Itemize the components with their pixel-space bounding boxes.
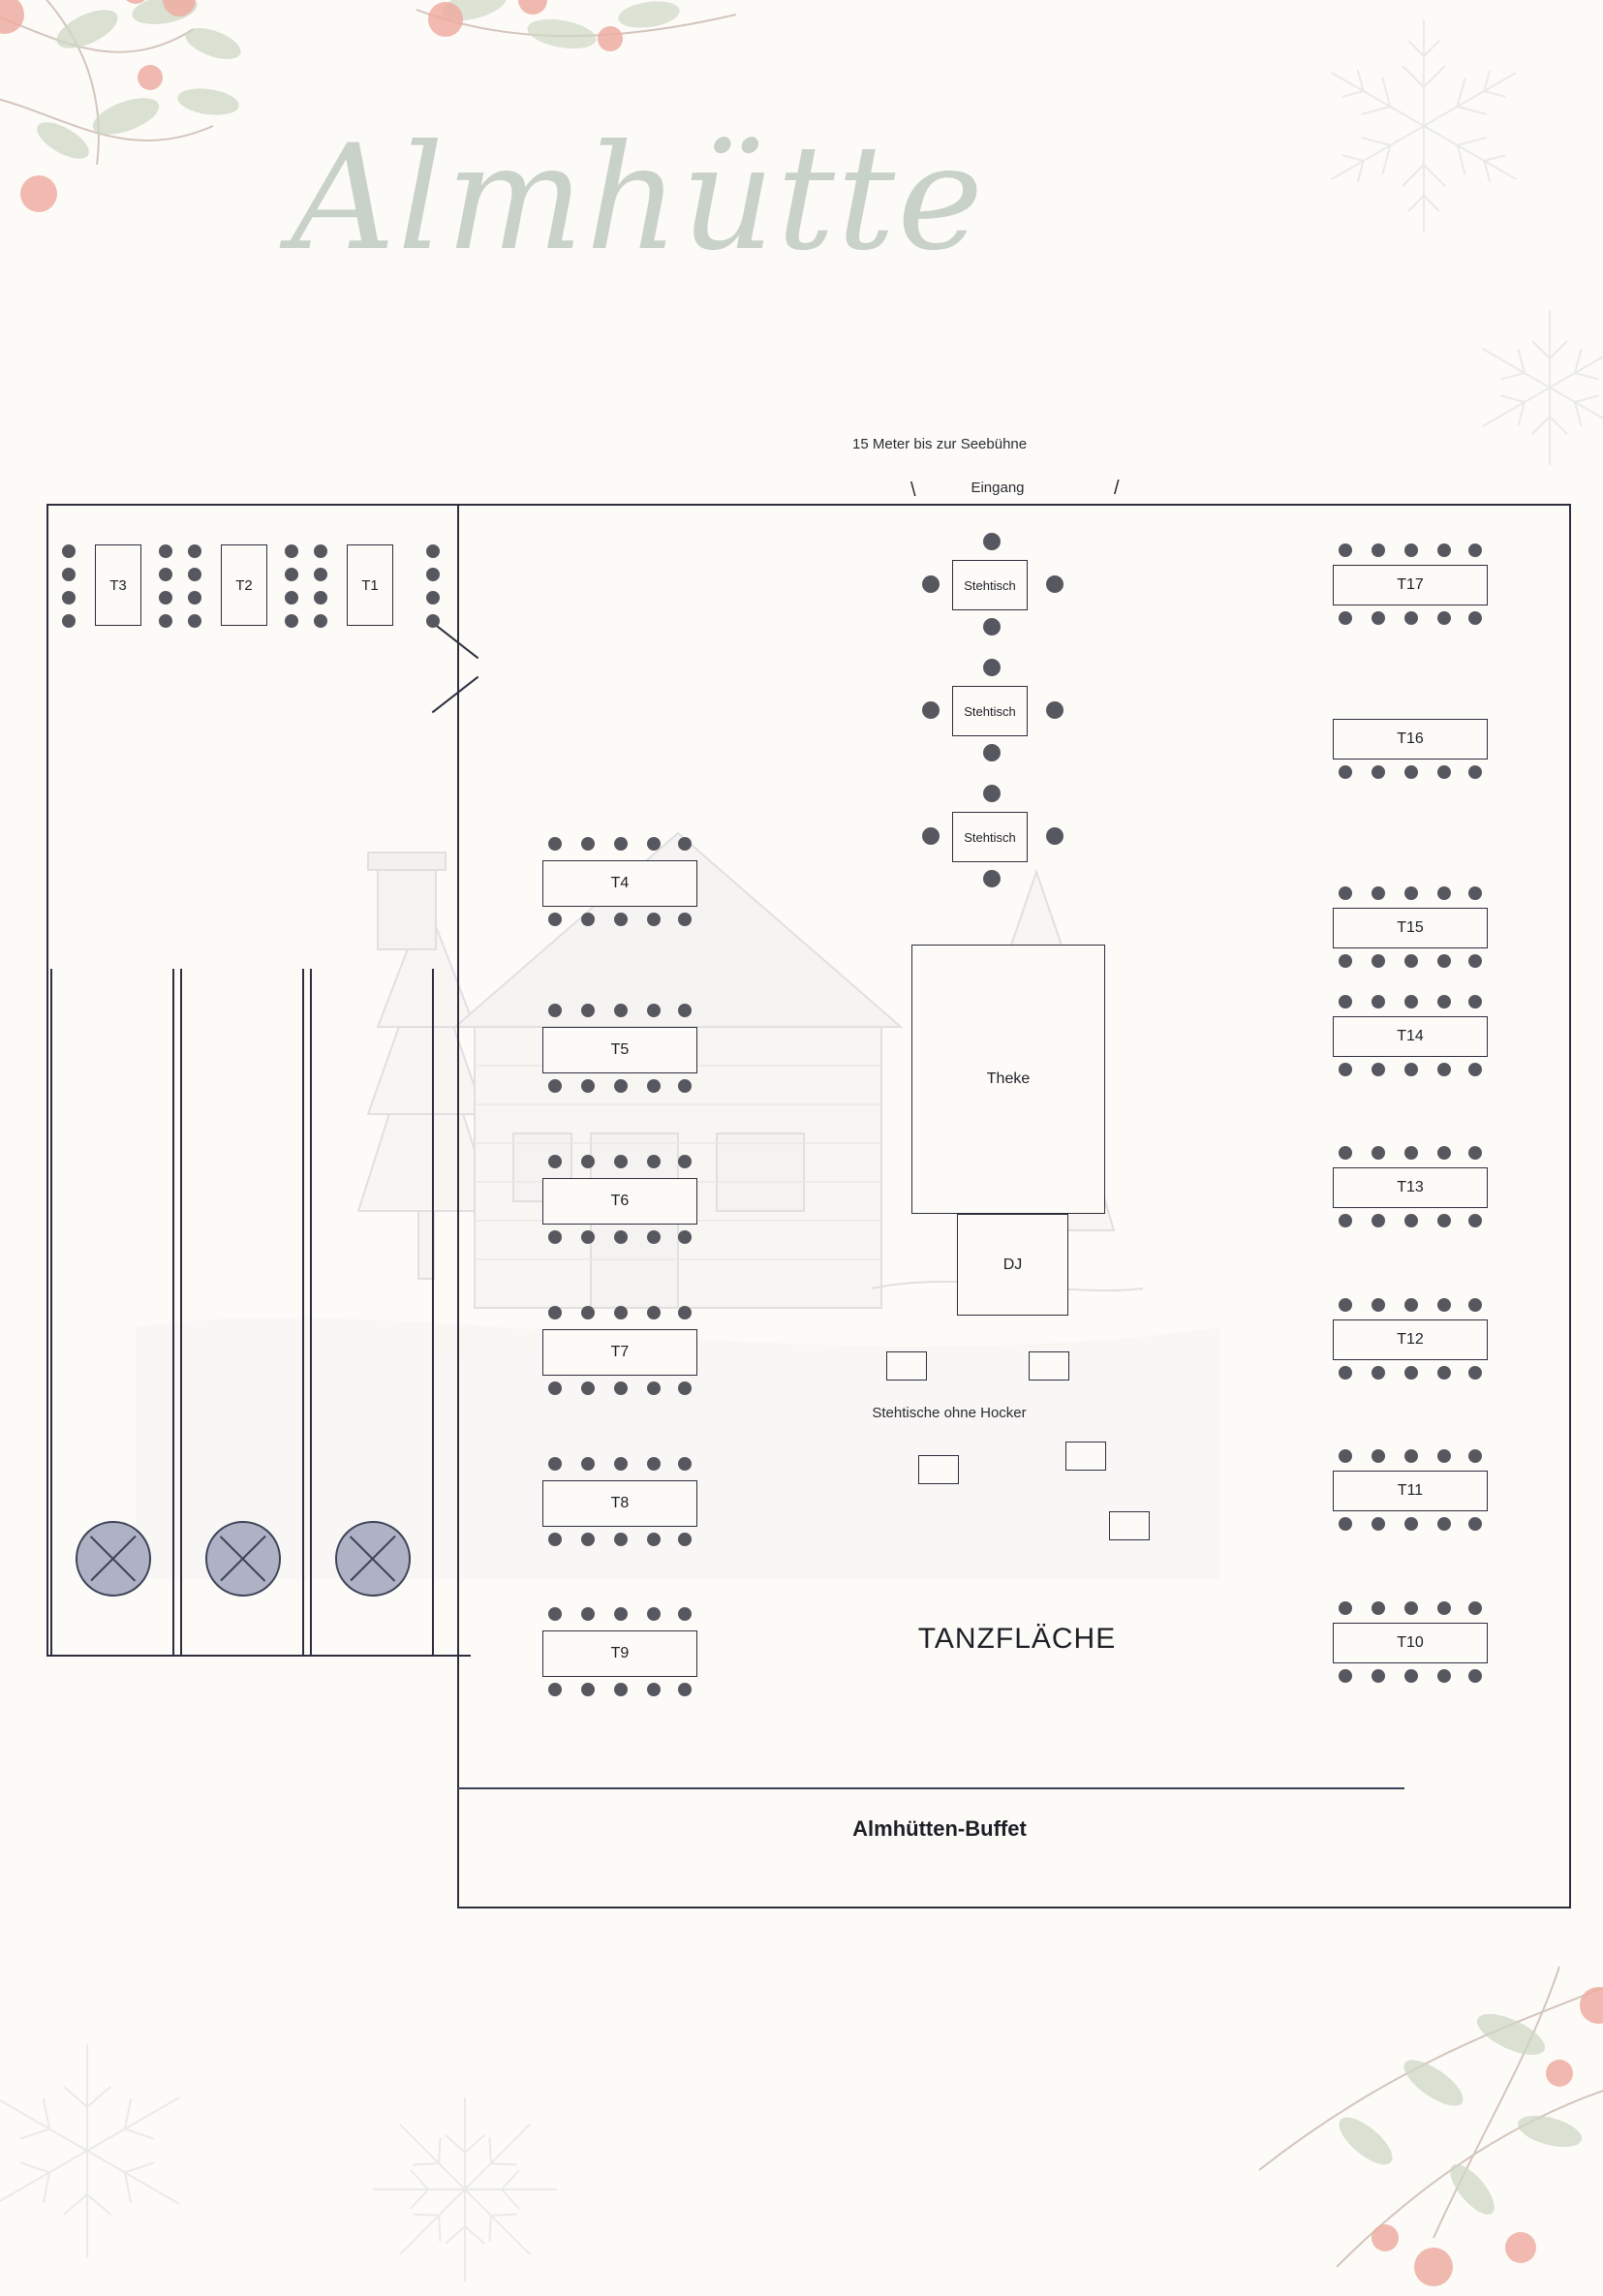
chair <box>1468 765 1482 779</box>
chair <box>1404 611 1418 625</box>
chair <box>678 837 692 851</box>
chair <box>647 1381 661 1395</box>
chair <box>1339 543 1352 557</box>
chair <box>548 1533 562 1546</box>
chair <box>581 1607 595 1621</box>
chair <box>1339 1214 1352 1227</box>
snowflake-icon-top-right <box>1279 10 1569 262</box>
chair <box>1437 1449 1451 1463</box>
chair <box>314 568 327 581</box>
chair <box>1468 954 1482 968</box>
chair <box>1372 1146 1385 1160</box>
chair <box>285 614 298 628</box>
standing-table-no-stool-4[interactable] <box>1065 1442 1106 1471</box>
chair <box>1372 611 1385 625</box>
chair <box>159 614 172 628</box>
chair <box>678 1079 692 1093</box>
chair <box>1468 1601 1482 1615</box>
chair <box>614 1607 628 1621</box>
chair <box>188 568 201 581</box>
table-t1[interactable]: T1 <box>347 544 393 626</box>
chair <box>1404 1298 1418 1312</box>
chair <box>1468 1063 1482 1076</box>
chair <box>1437 543 1451 557</box>
chair <box>62 568 76 581</box>
chair <box>1372 995 1385 1008</box>
chair <box>647 1230 661 1244</box>
chair <box>581 1457 595 1471</box>
entrance-slash-left: \ <box>910 480 916 501</box>
entrance-label: Eingang <box>971 480 1025 496</box>
chair <box>678 1533 692 1546</box>
chair <box>614 1155 628 1168</box>
chair <box>678 1683 692 1696</box>
chair <box>1404 1214 1418 1227</box>
chair <box>1437 765 1451 779</box>
chair <box>1339 954 1352 968</box>
chair <box>1437 1517 1451 1531</box>
bar-counter[interactable]: Theke <box>911 945 1105 1214</box>
standing-table-no-stool-2[interactable] <box>1029 1351 1069 1381</box>
dj-booth[interactable]: DJ <box>957 1214 1068 1316</box>
standing-tables-note: Stehtische ohne Hocker <box>872 1405 1027 1421</box>
chair <box>678 1457 692 1471</box>
chair <box>678 1381 692 1395</box>
chair <box>426 614 440 628</box>
chair <box>922 575 940 593</box>
chair <box>647 1683 661 1696</box>
chair <box>1046 701 1064 719</box>
chair <box>1404 886 1418 900</box>
chair <box>983 785 1001 802</box>
chair <box>1437 1669 1451 1683</box>
chair <box>581 1306 595 1319</box>
table-t17[interactable]: T17 <box>1333 565 1488 605</box>
chair <box>581 1683 595 1696</box>
chair <box>614 1079 628 1093</box>
chair <box>614 1381 628 1395</box>
chair <box>1372 765 1385 779</box>
chair <box>1339 1517 1352 1531</box>
table-t12[interactable]: T12 <box>1333 1319 1488 1360</box>
table-t6[interactable]: T6 <box>542 1178 697 1225</box>
chair <box>314 544 327 558</box>
chair <box>922 701 940 719</box>
chair <box>1404 995 1418 1008</box>
chair <box>1404 765 1418 779</box>
chair <box>614 837 628 851</box>
chair <box>581 913 595 926</box>
chair <box>1468 1449 1482 1463</box>
chair <box>159 544 172 558</box>
chair <box>1372 1366 1385 1380</box>
chair <box>1404 1601 1418 1615</box>
chair <box>1339 611 1352 625</box>
table-t4[interactable]: T4 <box>542 860 697 907</box>
standing-table-1[interactable]: Stehtisch <box>952 560 1028 610</box>
table-t9[interactable]: T9 <box>542 1630 697 1677</box>
chair <box>426 568 440 581</box>
chair <box>983 618 1001 636</box>
chair <box>647 837 661 851</box>
chair <box>983 659 1001 676</box>
table-t14[interactable]: T14 <box>1333 1016 1488 1057</box>
snowflake-icon-right <box>1453 291 1603 484</box>
chair <box>1437 1063 1451 1076</box>
chair <box>62 591 76 605</box>
chair <box>1339 1146 1352 1160</box>
chair <box>285 544 298 558</box>
lane-target-1 <box>76 1521 151 1597</box>
berry-branch-bottom-right <box>1143 1947 1603 2296</box>
chair <box>1372 1449 1385 1463</box>
chair <box>188 544 201 558</box>
chair <box>678 913 692 926</box>
chair <box>548 1457 562 1471</box>
distance-note: 15 Meter bis zur Seebühne <box>852 436 1028 452</box>
chair <box>188 591 201 605</box>
chair <box>1372 886 1385 900</box>
chair <box>1468 543 1482 557</box>
table-t3[interactable]: T3 <box>95 544 141 626</box>
chair <box>1468 1214 1482 1227</box>
chair <box>647 1306 661 1319</box>
chair <box>1437 1298 1451 1312</box>
chair <box>647 1155 661 1168</box>
chair <box>1437 1214 1451 1227</box>
chair <box>548 1155 562 1168</box>
chair <box>1468 1517 1482 1531</box>
chair <box>1339 1601 1352 1615</box>
chair <box>1468 886 1482 900</box>
chair <box>548 1683 562 1696</box>
lane-target-2 <box>205 1521 281 1597</box>
chair <box>1372 1517 1385 1531</box>
chair <box>922 827 940 845</box>
chair <box>548 1004 562 1017</box>
entrance-slash-right: / <box>1114 478 1120 499</box>
chair <box>159 591 172 605</box>
chair <box>1404 1449 1418 1463</box>
chair <box>1468 611 1482 625</box>
chair <box>1437 1146 1451 1160</box>
chair <box>614 1533 628 1546</box>
chair <box>581 837 595 851</box>
chair <box>1339 765 1352 779</box>
table-t7[interactable]: T7 <box>542 1329 697 1376</box>
chair <box>678 1004 692 1017</box>
chair <box>983 744 1001 761</box>
chair <box>548 1381 562 1395</box>
table-t16[interactable]: T16 <box>1333 719 1488 760</box>
table-t8[interactable]: T8 <box>542 1480 697 1527</box>
chair <box>1046 575 1064 593</box>
chair <box>614 1004 628 1017</box>
chair <box>548 1607 562 1621</box>
chair <box>1437 1601 1451 1615</box>
chair <box>62 544 76 558</box>
chair <box>1339 1669 1352 1683</box>
chair <box>678 1607 692 1621</box>
chair <box>1339 886 1352 900</box>
chair <box>614 1306 628 1319</box>
chair <box>614 1457 628 1471</box>
buffet-label: Almhütten-Buffet <box>852 1816 1027 1841</box>
chair <box>1339 995 1352 1008</box>
chair <box>314 591 327 605</box>
chair <box>581 1079 595 1093</box>
chair <box>548 1079 562 1093</box>
chair <box>1468 995 1482 1008</box>
chair <box>314 614 327 628</box>
chair <box>678 1230 692 1244</box>
chair <box>581 1230 595 1244</box>
standing-table-3[interactable]: Stehtisch <box>952 812 1028 862</box>
chair <box>1372 1063 1385 1076</box>
chair <box>548 1306 562 1319</box>
standing-table-no-stool-3[interactable] <box>918 1455 959 1484</box>
chair <box>1372 1601 1385 1615</box>
chair <box>548 1230 562 1244</box>
table-t5[interactable]: T5 <box>542 1027 697 1073</box>
table-t10[interactable]: T10 <box>1333 1623 1488 1663</box>
chair <box>647 1607 661 1621</box>
chair <box>1468 1298 1482 1312</box>
chair <box>188 614 201 628</box>
chair <box>983 870 1001 887</box>
chair <box>1339 1298 1352 1312</box>
table-t13[interactable]: T13 <box>1333 1167 1488 1208</box>
chair <box>1468 1669 1482 1683</box>
chair <box>1372 954 1385 968</box>
chair <box>647 1004 661 1017</box>
chair <box>678 1306 692 1319</box>
chair <box>678 1155 692 1168</box>
chair <box>1404 543 1418 557</box>
chair <box>159 568 172 581</box>
chair <box>426 544 440 558</box>
chair <box>1339 1366 1352 1380</box>
lane-target-3 <box>335 1521 411 1597</box>
chair <box>285 568 298 581</box>
chair <box>614 1683 628 1696</box>
chair <box>1437 954 1451 968</box>
chair <box>548 913 562 926</box>
chair <box>614 913 628 926</box>
chair <box>1437 995 1451 1008</box>
chair <box>581 1533 595 1546</box>
dancefloor-label: TANZFLÄCHE <box>917 1623 1117 1655</box>
table-t2[interactable]: T2 <box>221 544 267 626</box>
chair <box>1404 1366 1418 1380</box>
chair <box>581 1004 595 1017</box>
chair <box>548 837 562 851</box>
chair <box>1404 1146 1418 1160</box>
snowflake-icon-bottom-center <box>358 2083 571 2296</box>
chair <box>1372 1214 1385 1227</box>
standing-table-no-stool-5[interactable] <box>1109 1511 1150 1540</box>
buffet-divider <box>457 1787 1404 1789</box>
chair <box>1404 954 1418 968</box>
chair <box>647 1079 661 1093</box>
chair <box>1437 611 1451 625</box>
page-title: Almhütte <box>291 114 986 283</box>
chair <box>581 1155 595 1168</box>
chair <box>581 1381 595 1395</box>
chair <box>1046 827 1064 845</box>
chair <box>647 913 661 926</box>
chair <box>1404 1063 1418 1076</box>
chair <box>1404 1517 1418 1531</box>
chair <box>285 591 298 605</box>
chair <box>1339 1063 1352 1076</box>
chair <box>1339 1449 1352 1463</box>
chair <box>1372 1298 1385 1312</box>
chair <box>1468 1366 1482 1380</box>
chair <box>1372 543 1385 557</box>
chair <box>1437 1366 1451 1380</box>
chair <box>1404 1669 1418 1683</box>
snowflake-icon-bottom-left <box>0 2015 232 2267</box>
chair <box>1468 1146 1482 1160</box>
chair <box>426 591 440 605</box>
berry-branch-top-center <box>416 0 765 107</box>
chair <box>647 1457 661 1471</box>
chair <box>647 1533 661 1546</box>
table-t11[interactable]: T11 <box>1333 1471 1488 1511</box>
standing-table-no-stool-1[interactable] <box>886 1351 927 1381</box>
chair <box>1372 1669 1385 1683</box>
chair <box>62 614 76 628</box>
chair <box>983 533 1001 550</box>
chair <box>614 1230 628 1244</box>
chair <box>1437 886 1451 900</box>
standing-table-2[interactable]: Stehtisch <box>952 686 1028 736</box>
table-t15[interactable]: T15 <box>1333 908 1488 948</box>
